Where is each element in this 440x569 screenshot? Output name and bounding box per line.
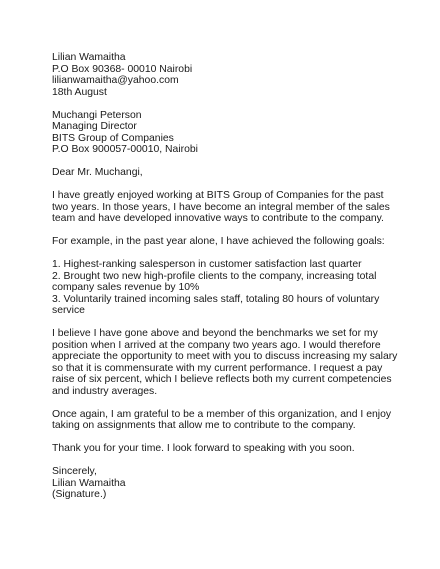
- sender-name: Lilian Wamaitha: [52, 52, 126, 63]
- paragraph-line: Thank you for your time. I look forward to speaking with you soon.: [52, 443, 355, 454]
- goal-item: 3. Voluntarily trained incoming sales staff, totaling 80 hours of voluntary: [52, 293, 380, 305]
- salutation: Dear Mr. Muchangi,: [52, 167, 143, 178]
- goal-item: service: [52, 305, 85, 316]
- sign-off: Sincerely,: [52, 466, 97, 477]
- paragraph-line: appreciate the opportunity to meet with you to discuss increasing my salary: [52, 351, 398, 362]
- paragraph-goals-intro: [52, 236, 392, 248]
- goal-item: 2. Brought two new high-profile clients to the company, increasing total: [52, 270, 377, 282]
- paragraph-line: raise of six percent, which I believe reflects both my current competencies: [52, 374, 392, 385]
- signature-placeholder: (Signature.): [52, 489, 107, 500]
- recipient-block: [52, 110, 392, 156]
- paragraph-thanks: [52, 443, 392, 455]
- goal-item: 1. Highest-ranking salesperson in customer satisfaction last quarter: [52, 259, 362, 270]
- sender-address: P.O Box 90368- 00010 Nairobi: [52, 63, 193, 75]
- sender-block: [52, 52, 392, 98]
- recipient-title: Managing Director: [52, 121, 137, 132]
- paragraph-line: position when I arrived at the company two years ago. I would therefore: [52, 339, 381, 351]
- paragraph-line: taking on assignments that allow me to contribute to the company.: [52, 420, 356, 431]
- paragraph-line: so that it is commensurate with my current performance. I request a pay: [52, 362, 383, 374]
- recipient-company: BITS Group of Companies: [52, 132, 174, 144]
- letter-date: 18th August: [52, 86, 107, 98]
- paragraph-intro: [52, 190, 392, 225]
- paragraph-line: team and have developed innovative ways to contribute to the company.: [52, 213, 384, 224]
- closing-block: [52, 466, 392, 501]
- paragraph-line: two years. In those years, I have become an integral member of the sales: [52, 201, 390, 213]
- paragraph-line: I believe I have gone above and beyond the benchmarks we set for my: [52, 328, 378, 339]
- paragraph-line: For example, in the past year alone, I have achieved the following goals:: [52, 236, 385, 247]
- recipient-address: P.O Box 900057-00010, Nairobi: [52, 144, 198, 155]
- paragraph-raise-request: [52, 328, 398, 397]
- paragraph-line: Once again, I am grateful to be a member of this organization, and I enjoy: [52, 408, 392, 420]
- goal-item: company sales revenue by 10%: [52, 282, 200, 293]
- paragraph-line: and industry averages.: [52, 385, 158, 397]
- paragraph-gratitude: [52, 409, 392, 432]
- salutation-block: [52, 167, 392, 179]
- recipient-name: Muchangi Peterson: [52, 109, 142, 121]
- letter-page: [52, 52, 398, 501]
- sender-email: lilianwamaitha@yahoo.com: [52, 75, 179, 86]
- goals-list: [52, 259, 392, 317]
- closing-name: Lilian Wamaitha: [52, 477, 126, 489]
- paragraph-line: I have greatly enjoyed working at BITS Group of Companies for the past: [52, 190, 384, 201]
